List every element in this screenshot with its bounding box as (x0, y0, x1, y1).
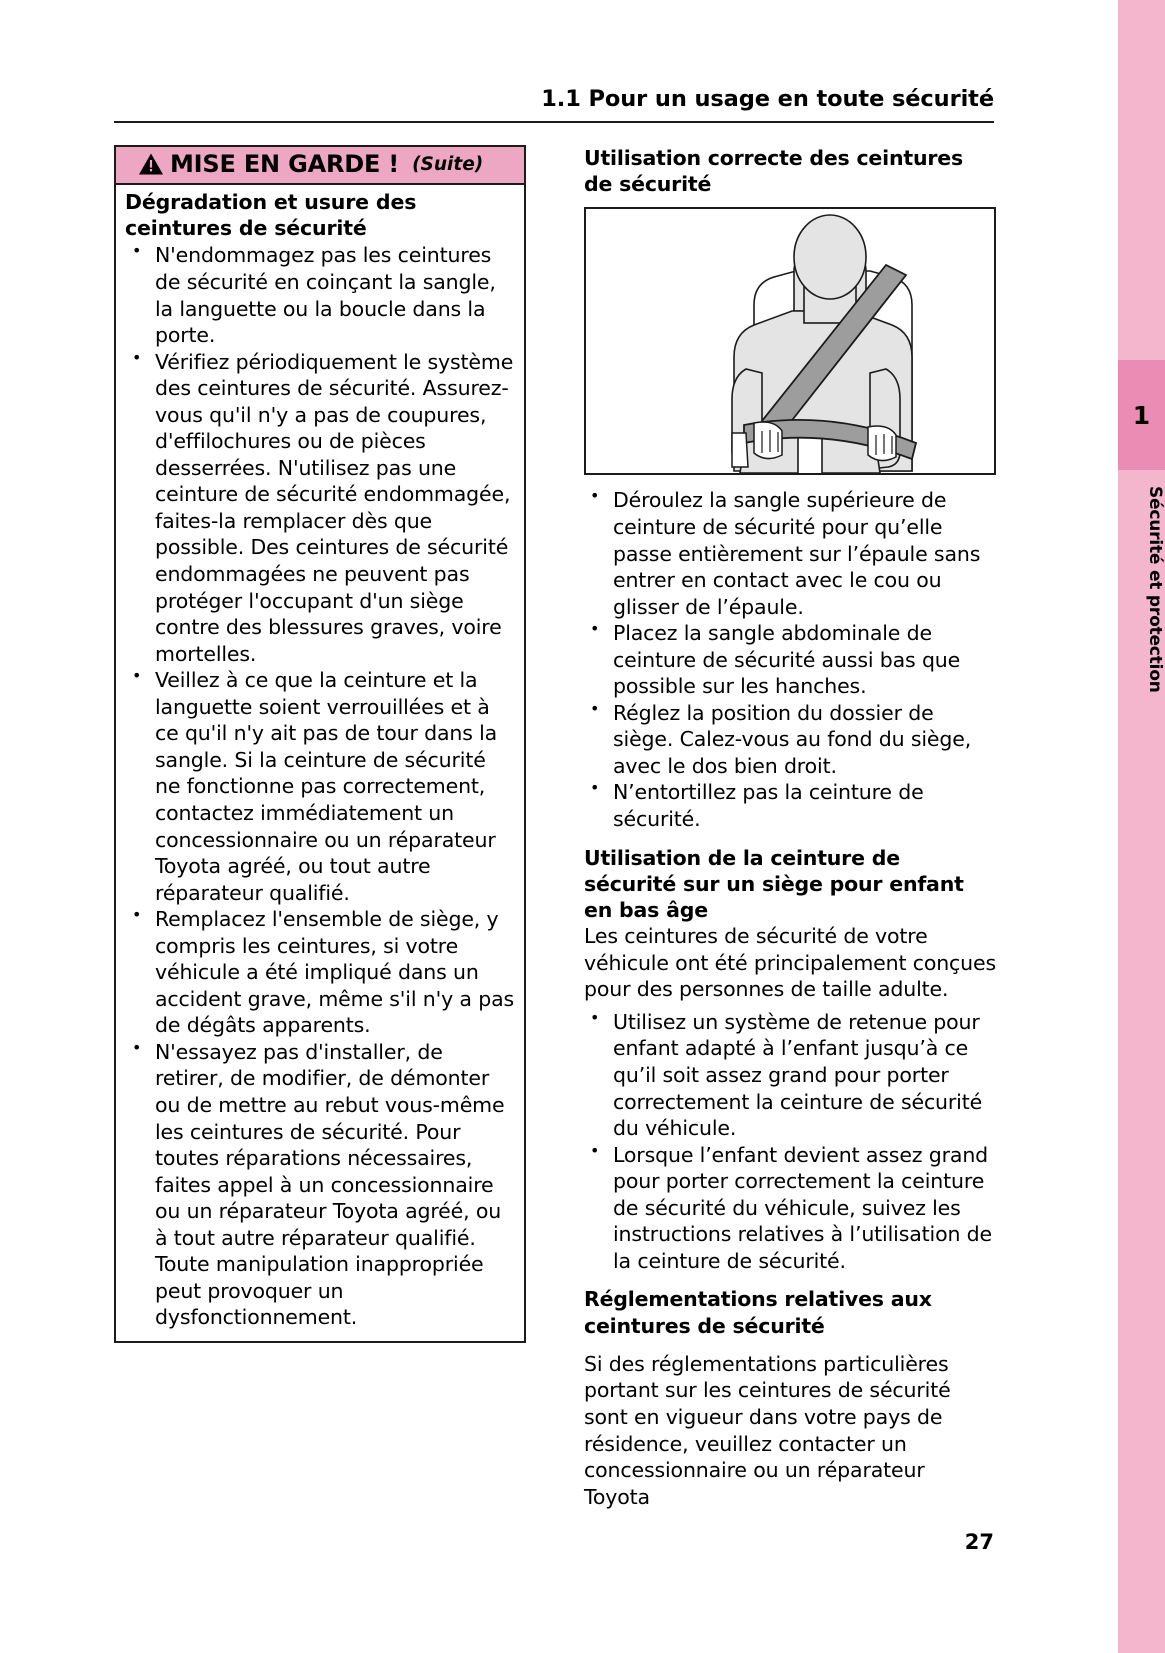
warning-continued-label: (Suite) (412, 153, 484, 175)
chapter-label: Sécurité et protection (1145, 486, 1165, 693)
list-item: • N’entortillez pas la ceinture de sécurité. (584, 779, 996, 832)
list-item: • Réglez la position du dossier de siège. Calez-vous au fond du siège, avec le dos bien droit. (584, 700, 996, 780)
list-item: • Déroulez la sangle supérieure de ceinture de sécurité pour qu’elle passe entièrement sur l’épaule sans entrer en contact avec le cou ou glisser de l’épaule. (584, 487, 996, 620)
page-number: 27 (964, 1530, 994, 1554)
page-body (114, 145, 996, 1525)
chapter-tab-upper-band (1118, 0, 1165, 360)
chapter-number: 1 (1132, 400, 1151, 430)
list-item: • N'essayez pas d'installer, de retirer, de modifier, de démonter ou de mettre au rebut vous-même les ceintures de sécurité. Pour toutes réparations nécessaires, faites appel à un concessionnaire ou un réparateur Toyota agréé, ou à tout autre réparateur qualifié. Toute manipulation inappropriée peut provoquer un dysfonctionnement. (125, 1039, 514, 1331)
warning-bullet-list (125, 242, 514, 1330)
list-item: • Lorsque l’enfant devient assez grand pour porter correctement la ceinture de sécurité du véhicule, suivez les instructions relatives à l’utilisation de la ceinture de sécurité. (584, 1142, 996, 1275)
child-seat-bullet-list (584, 1009, 996, 1274)
page-title: 1.1 Pour un usage en toute sécurité (541, 86, 994, 112)
child-seat-intro-paragraph: Les ceintures de sécurité de votre véhicule ont été principalement conçues pour des personnes de taille adulte. (584, 924, 997, 1002)
warning-triangle-icon (138, 152, 164, 176)
list-item: • Vérifiez périodiquement le système des ceintures de sécurité. Assurez-vous qu'il n'y a pas de coupures, d'effilochures ou de pièces desserrées. N'utilisez pas une ceinture de sécurité endommagée, faites-la remplacer dès que possible. Des ceintures de sécurité endommagées ne peuvent pas protéger l'occupant d'un siège contre des blessures graves, voire mortelles. (125, 349, 514, 668)
list-item: • Utilisez un système de retenue pour enfant adapté à l’enfant jusqu’à ce qu’il soit assez grand pour porter correctement la ceinture de sécurité du véhicule. (584, 1009, 996, 1142)
header-divider (114, 121, 994, 123)
section-heading-child-seat: Utilisation de la ceinture de sécurité sur un siège pour enfant en bas âge (584, 845, 964, 923)
warning-callout (114, 145, 526, 1343)
section-heading-correct-use: Utilisation correcte des ceintures de sécurité (584, 146, 963, 197)
left-column (114, 145, 526, 1343)
section-heading-regulations: Réglementations relatives aux ceintures de sécurité (584, 1287, 932, 1338)
warning-callout-body (116, 185, 524, 1341)
list-item: • N'endommagez pas les ceintures de sécurité en coinçant la sangle, la languette ou la boucle dans la porte. (125, 242, 514, 348)
right-column (584, 145, 996, 1510)
warning-subtitle: Dégradation et usure des ceintures de sécurité (125, 190, 417, 241)
list-item: • Placez la sangle abdominale de ceinture de sécurité aussi bas que possible sur les hanches. (584, 620, 996, 700)
chapter-tab-active-band[interactable] (1118, 360, 1165, 470)
chapter-tab-strip (1118, 0, 1165, 1653)
regulations-paragraph: Si des réglementations particulières portant sur les ceintures de sécurité sont en vigueur dans votre pays de résidence, veuillez contacter un concessionnaire ou un réparateur Toyota (584, 1351, 951, 1509)
warning-callout-header (116, 147, 524, 185)
list-item: • Remplacez l'ensemble de siège, y compris les ceintures, si votre véhicule a été impliqué dans un accident grave, même s'il n'y a pas de dégâts apparents. (125, 906, 514, 1039)
correct-use-bullet-list (584, 487, 996, 832)
list-item: • Veillez à ce que la ceinture et la languette soient verrouillées et à ce qu'il n'y ait pas de tour dans la sangle. Si la ceinture de sécurité ne fonctionne pas correctement, contactez immédiatement un concessionnaire ou un réparateur Toyota agréé, ou tout autre réparateur qualifié. (125, 667, 514, 906)
seat-belt-correct-use-illustration (584, 207, 996, 475)
warning-title: MISE EN GARDE ! (170, 150, 400, 178)
